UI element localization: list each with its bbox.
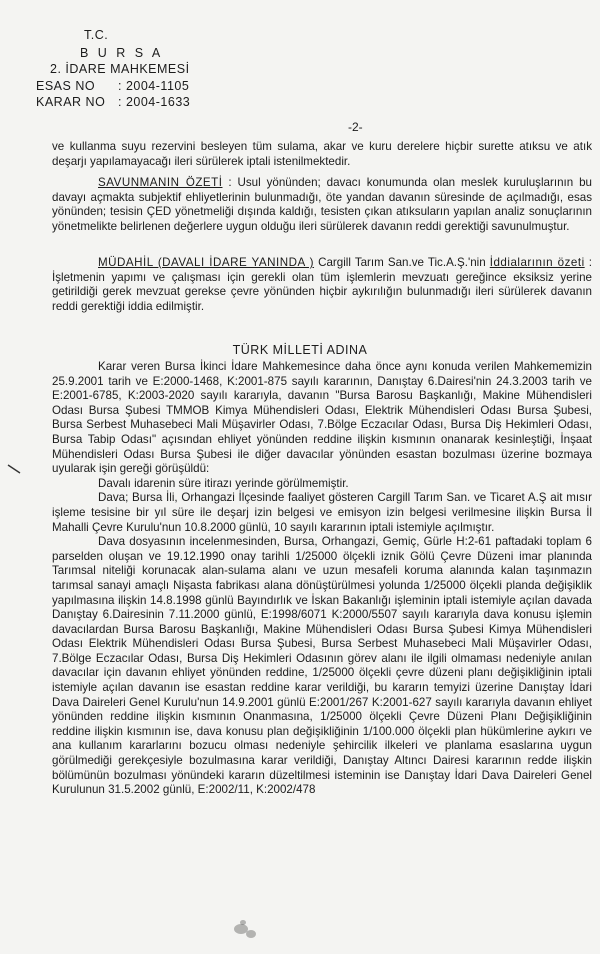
mudahil-title-rest: Cargill Tarım San.ve Tic.A.Ş.'nin xyxy=(314,256,486,269)
intro-paragraph: ve kullanma suyu rezervini besleyen tüm sulama, akar ve kuru derelere hiçbir surette atıksu ve atık deşarjı yapılamayacağı ileri sürülerek iptali istenilmektedir. xyxy=(52,140,592,168)
mudahil-paragraph xyxy=(52,256,592,314)
decision-paragraph-1: Karar veren Bursa İkinci İdare Mahkemesince daha önce aynı konuda verilen Mahkememizin 25.9.2001 tarih ve E:2000-1468, K:2001-875 sayılı kararının, Danıştay 6.Dairesi'nin 24.3.2003 tarih ve E:2001-6785, K:2003-2020 sayılı kararıyla, davanın "Bursa Barosu Başkanlığı, Makine Mühendisleri Odası Bursa Şubesi TMMOB Kimya Mühendisleri Odası, Elektrik Mühendisleri Odası Bursa Şubesi, Bursa Serbest Muhasebeci Mali Müşavirler Odası, 7.Bölge Eczacılar Odası, Bursa Diş Hekimleri Odası, Bursa Tabip Odası" açısından ehliyet yönünden reddine ilişkin kısmının onanarak kesinleştiği, İnşaat Mühendisleri Odası Bursa Şubesi ile diğer davacılar yönünden esastan bozulması üzerine bozmaya uyularak işin gereği görüşüldü: xyxy=(52,360,592,476)
ink-stamp-blot xyxy=(228,918,268,944)
margin-tick-mark xyxy=(6,463,22,475)
mudahil-title: MÜDAHİL (DAVALI İDARE YANINDA ) xyxy=(98,256,315,269)
mudahil-block xyxy=(52,256,592,314)
esas-value: : 2004-1105 xyxy=(118,79,190,93)
esas-line xyxy=(36,79,236,93)
mudahil-text: : İşletmenin yapımı ve çalışması için gerekli olan tüm işlemlerin mevzuatı gereğince eksiksiz yerine getirildiği gerek mevzuat gerekse çevre yönünden hiçbir aykırılığın bulunmadığı ileri sürülerek davanın reddi gerektiği iddia edilmiştir. xyxy=(52,256,592,313)
savunma-text: : Usul yönünden; davacı konumunda olan meslek kuruluşlarının bu davayı açmakta subjektif ehliyetlerinin bulunmadığı, öte yandan davanın süresinde de açılmadığı, esas yönünden; tesisin ÇED yönetmeliği dışında kaldığı, tesisten çıkan atıksuların yapılan analiz sonuçlarının yönetmelikte belirlenen değerlere uygun olduğu ileri sürülerek davanın reddi gerektiği savunulmuştur. xyxy=(52,176,592,233)
savunma-title: SAVUNMANIN ÖZETİ xyxy=(98,176,223,189)
karar-label: KARAR NO xyxy=(36,95,106,109)
decision-paragraph-3: Dava; Bursa İli, Orhangazi İlçesinde faaliyet gösteren Cargill Tarım San. ve Ticaret A.Ş ait mısır işleme tesisine bir yıl süre ile deşarj izin belgesi ve emisyon izin belgesi verilmesine ilişkin Bursa İl Mahalli Çevre Kurulu'nun 10.8.2000 günlü, 10 sayılı kararının iptali istemiyle açılmıştır. xyxy=(52,491,592,534)
decision-block xyxy=(52,360,592,798)
verdict-heading: TÜRK MİLLETİ ADINA xyxy=(232,343,368,357)
decision-paragraph-4: Dava dosyasının incelenmesinden, Bursa, Orhangazi, Gemiç, Gürle H:2-61 paftadaki toplam 6 parselden oluşan ve 19.12.1990 onay tarihli 1/25000 ölçekli iznik Gölü Çevre Düzeni imar planında Tarımsal niteliği korunacak alan-sulama alanı ve uzun mesafeli koruma alanında kalan taşınmazın tarımsal sanayi amaçlı Nişasta fabrikası alana dönüştürülmesi yolunda 1/25000 ölçekli planda değişiklik yapılmasına ilişkin 14.8.1998 günlü Bayındırlık ve İskan Bakanlığı işleminin iptali istemiyle açılan davada Danıştay 6.Dairesinin 7.11.2000 günlü, E:1998/6071 K:2000/5507 sayılı kararıyla dava konusu işlemin davacılardan Bursa Barosu Başkanlığı, Makine Mühendisleri Odası Bursa Şubesi Kimya Mühendisleri Odası Elektrik Mühendisleri Odası Bursa Şubesi, Bursa Serbest Muhasebeci Mali Müşavirler Odası, 7.Bölge Eczacılar Odası, Bursa Diş Hekimleri Odasının görev alanı ile ilgili olmaması nedeniyle anılan davacılar için davanın ehliyet yönünden reddine, 1/25000 ölçekli çevre düzeni planı değişikliğinin iptali istemiyle açılan davanın ise esastan reddine karar verildiği, bu kararın temyizi üzerine Danıştay İdari Dava Daireleri Genel Kurulu'nun 14.9.2001 günlü E:2001/267 K:2001-627 sayılı kararıyla davanın ehliyet yönünden reddine ilişkin kısmının Onanmasına, 1/25000 ölçekli Çevre Düzeni Planı Değişikliğinin reddine ilişkin kısmının ise, dava konusu plan değişikliğinin 1/100.000 ölçekli plan hükümlerine aykırı ve ana kullanım kararlarını bozucu olması nedeniyle şehircilik ilkeleri ve planlama esaslarına uygun görülmediği gerekçesiyle bozulmasına karar verildiği, Danıştay Altıncı Dairesi kararının redde ilişkin bölümünün bozulması yönündeki kararın düzeltilmesi isteminin ise Danıştay İdari Dava Daireleri Genel Kurulunun 31.5.2002 günlü, E:2002/11, K:2002/478 xyxy=(52,535,592,797)
header-city: B U R S A xyxy=(80,46,164,60)
karar-line xyxy=(36,95,236,109)
header-country: T.C. xyxy=(84,28,109,42)
savunma-block xyxy=(52,176,592,234)
esas-label: ESAS NO xyxy=(36,79,96,93)
intro-block xyxy=(52,140,592,169)
page-number: -2- xyxy=(348,120,363,134)
savunma-paragraph xyxy=(52,176,592,234)
karar-value: : 2004-1633 xyxy=(118,95,191,109)
header-court: 2. İDARE MAHKEMESİ xyxy=(50,62,190,76)
decision-paragraph-2: Davalı idarenin süre itirazı yerinde görülmemiştir. xyxy=(98,476,349,490)
mudahil-label: İddialarının özeti xyxy=(489,256,585,269)
